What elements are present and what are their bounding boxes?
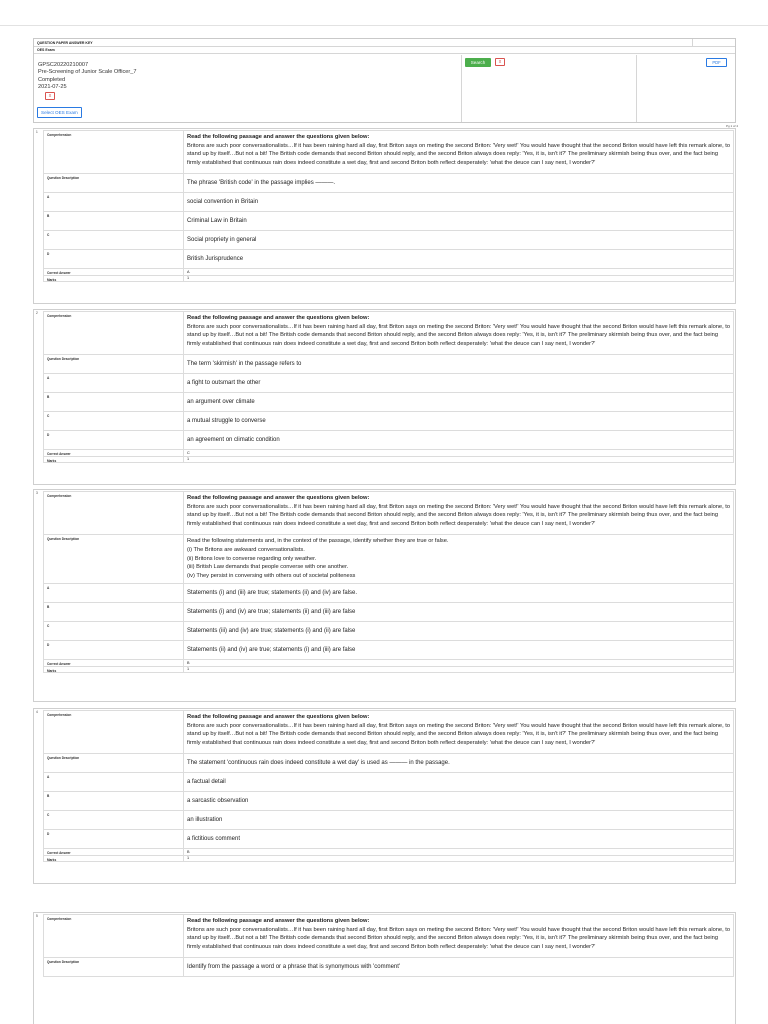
question-block xyxy=(33,128,736,304)
question-description: The term 'skirmish' in the passage refers to xyxy=(187,361,302,368)
passage-title: Read the following passage and answer the questions given below: xyxy=(187,315,370,321)
passage-title: Read the following passage and answer the questions given below: xyxy=(187,134,370,140)
option-key: B xyxy=(44,603,184,621)
option-text: British Jurisprudence xyxy=(187,256,244,263)
statement-item: (iv) They persist in conversing with others out of societal politeness xyxy=(187,572,356,579)
marks-label: Marks xyxy=(44,276,184,282)
option-key: A xyxy=(44,584,184,602)
passage xyxy=(184,492,733,534)
comprehension-row xyxy=(43,311,734,355)
marks-value: 1 xyxy=(187,276,190,281)
question-description-label: Question Description xyxy=(44,754,184,772)
option-key: C xyxy=(44,231,184,249)
question-description-label: Question Description xyxy=(44,174,184,192)
option-text: social convention in Britain xyxy=(187,199,259,206)
comprehension-row xyxy=(43,914,734,958)
option-key: B xyxy=(44,393,184,411)
export-panel xyxy=(637,55,735,122)
option-row xyxy=(43,772,734,792)
option-text: a sarcastic observation xyxy=(187,798,249,805)
select-exam-button[interactable]: Select OES Exam xyxy=(37,107,82,118)
question-number: 2 xyxy=(36,311,38,315)
marks-row xyxy=(43,855,734,863)
option-text: a fight to outsmart the other xyxy=(187,380,261,387)
comprehension-label: Comprehension xyxy=(44,131,184,173)
option-row xyxy=(43,249,734,269)
question-description: The statement 'continuous rain does indeed constitute a wet day' is used as ——— in the passage. xyxy=(187,760,450,767)
option-row xyxy=(43,211,734,231)
option-row xyxy=(43,230,734,250)
option-row xyxy=(43,791,734,811)
option-text: Statements (i) and (iv) are true; statements (ii) and (iii) are false xyxy=(187,609,356,616)
passage-title: Read the following passage and answer the questions given below: xyxy=(187,495,370,501)
option-row xyxy=(43,392,734,412)
exam-code: GPSC20220210007 xyxy=(38,62,89,68)
remove-exam-button[interactable]: x xyxy=(45,92,55,100)
comprehension-row xyxy=(43,491,734,535)
comprehension-label: Comprehension xyxy=(44,915,184,957)
marks-label: Marks xyxy=(44,856,184,862)
option-key: B xyxy=(44,212,184,230)
option-row xyxy=(43,583,734,603)
question-description xyxy=(184,535,733,583)
marks-row xyxy=(43,666,734,674)
question-number: 3 xyxy=(36,491,38,495)
correct-answer: C xyxy=(187,450,190,455)
option-key: C xyxy=(44,412,184,430)
pdf-button[interactable]: PDF xyxy=(706,58,727,67)
header-body xyxy=(34,55,735,122)
question-description-row xyxy=(43,173,734,193)
option-row xyxy=(43,810,734,830)
correct-answer: B xyxy=(187,660,190,665)
question-block xyxy=(33,708,736,884)
question-block xyxy=(33,912,736,1024)
page-count: Pg 1 of 4 xyxy=(725,124,738,128)
correct-answer-label: Correct Answer xyxy=(44,450,184,456)
option-text: a fictitious comment xyxy=(187,836,241,843)
correct-answer: A xyxy=(187,269,190,274)
option-key: D xyxy=(44,830,184,848)
marks-value: 1 xyxy=(187,856,190,861)
option-text: a factual detail xyxy=(187,779,226,786)
passage-text: Britons are such poor conversationalists…If it has been raining hard all day, first Briton says on meting the second Briton: 'Very wet!' You would have thought that the second Briton would have left this remark alone, to stand up by itself…But not a bit! The British code demands that second Briton should reply, and the second Briton always does reply: 'Yes, it is, isn't it?' The preliminary skirmish being thus over, and the fact being firmly established that continuous rain does indeed constitute a wet day, first and second Briton both reflect desperately: 'what the deuce can I say next, I wonder?' xyxy=(187,722,730,746)
exam-status: Completed xyxy=(38,76,66,83)
option-text: an argument over climate xyxy=(187,399,255,406)
comprehension-label: Comprehension xyxy=(44,312,184,354)
question-number: 1 xyxy=(36,130,38,134)
option-key: D xyxy=(44,250,184,268)
question-description-label: Question Description xyxy=(44,958,184,976)
clear-button[interactable]: x xyxy=(495,58,505,66)
exam-info-panel xyxy=(34,55,462,122)
option-key: A xyxy=(44,193,184,211)
option-row xyxy=(43,829,734,849)
option-text: Statements (i) and (iii) are true; statements (ii) and (iv) are false. xyxy=(187,590,358,597)
page-title: QUESTION PAPER ANSWER KEY xyxy=(34,39,735,47)
passage xyxy=(184,711,733,753)
question-number: 4 xyxy=(36,710,38,714)
option-text: an illustration xyxy=(187,817,223,824)
option-row xyxy=(43,621,734,641)
correct-answer: B xyxy=(187,849,190,854)
question-description-row xyxy=(43,534,734,584)
marks-value: 1 xyxy=(187,667,190,672)
passage xyxy=(184,312,733,354)
statement-intro: Read the following statements and, in the context of the passage, identify whether they are true or false. xyxy=(187,538,449,545)
question-description: Identify from the passage a word or a phrase that is synonymous with 'comment' xyxy=(187,964,401,971)
header-divider xyxy=(692,39,693,47)
answer-key-header xyxy=(33,38,736,123)
question-description-row xyxy=(43,957,734,977)
marks-row xyxy=(43,275,734,283)
exam-name: Pre-Screening of Junior Scale Officer_7 xyxy=(38,69,137,76)
passage-text: Britons are such poor conversationalists…If it has been raining hard all day, first Briton says on meting the second Briton: 'Very wet!' You would have thought that the second Briton would have left this remark alone, to stand up by itself…But not a bit! The British code demands that second Briton should reply, and the second Briton always does reply: 'Yes, it is, isn't it?' The preliminary skirmish being thus over, and the fact being firmly established that continuous rain does indeed constitute a wet day, first and second Briton both reflect desperately: 'what the deuce can I say next, I wonder?' xyxy=(187,926,730,950)
exam-date: 2021-07-25 xyxy=(38,84,67,91)
marks-row xyxy=(43,456,734,464)
option-row xyxy=(43,192,734,212)
marks-label: Marks xyxy=(44,667,184,673)
question-description-label: Question Description xyxy=(44,355,184,373)
question-description-label: Question Description xyxy=(44,535,184,583)
search-panel xyxy=(462,55,637,122)
correct-answer-label: Correct Answer xyxy=(44,849,184,855)
statement-item: (i) The Britons are awkward conversationalists. xyxy=(187,546,305,553)
option-key: D xyxy=(44,431,184,449)
comprehension-label: Comprehension xyxy=(44,492,184,534)
option-text: a mutual struggle to converse xyxy=(187,418,266,425)
option-text: Criminal Law in Britain xyxy=(187,218,247,225)
passage-title: Read the following passage and answer the questions given below: xyxy=(187,714,370,720)
option-text: Social propriety in general xyxy=(187,237,257,244)
passage-title: Read the following passage and answer the questions given below: xyxy=(187,918,370,924)
option-key: D xyxy=(44,641,184,659)
comprehension-row xyxy=(43,130,734,174)
correct-answer-label: Correct Answer xyxy=(44,660,184,666)
question-block xyxy=(33,309,736,485)
option-text: an agreement on climatic condition xyxy=(187,437,280,444)
passage-text: Britons are such poor conversationalists…If it has been raining hard all day, first Briton says on meting the second Briton: 'Very wet!' You would have thought that the second Briton would have left this remark alone, to stand up by itself…But not a bit! The British code demands that second Briton should reply, and the second Briton always does reply: 'Yes, it is, isn't it?' The preliminary skirmish being thus over, and the fact being firmly established that continuous rain does indeed constitute a wet day, first and second Briton both reflect desperately: 'what the deuce can I say next, I wonder?' xyxy=(187,142,730,166)
option-key: C xyxy=(44,811,184,829)
option-row xyxy=(43,430,734,450)
option-key: C xyxy=(44,622,184,640)
question-description-row xyxy=(43,753,734,773)
statement-item: (ii) Britons love to converse regarding only weather. xyxy=(187,555,317,562)
search-button[interactable]: Search xyxy=(465,58,491,67)
question-block xyxy=(33,489,736,702)
passage-text: Britons are such poor conversationalists…If it has been raining hard all day, first Briton says on meting the second Briton: 'Very wet!' You would have thought that the second Briton would have left this remark alone, to stand up by itself…But not a bit! The British code demands that second Briton should reply, and the second Briton always does reply: 'Yes, it is, isn't it?' The preliminary skirmish being thus over, and the fact being firmly established that continuous rain does indeed constitute a wet day, first and second Briton both reflect desperately: 'what the deuce can I say next, I wonder?' xyxy=(187,323,730,347)
option-key: A xyxy=(44,773,184,791)
marks-label: Marks xyxy=(44,457,184,463)
comprehension-label: Comprehension xyxy=(44,711,184,753)
option-key: A xyxy=(44,374,184,392)
option-row xyxy=(43,602,734,622)
option-row xyxy=(43,640,734,660)
marks-value: 1 xyxy=(187,457,190,462)
passage-text: Britons are such poor conversationalists…If it has been raining hard all day, first Briton says on meting the second Briton: 'Very wet!' You would have thought that the second Briton would have left this remark alone, to stand up by itself…But not a bit! The British code demands that second Briton should reply, and the second Briton always does reply: 'Yes, it is, isn't it?' The preliminary skirmish being thus over, and the fact being firmly established that continuous rain does indeed constitute a wet day, first and second Briton both reflect desperately: 'what the deuce can I say next, I wonder?' xyxy=(187,503,730,527)
correct-answer-label: Correct Answer xyxy=(44,269,184,275)
question-number: 5 xyxy=(36,914,38,918)
option-row xyxy=(43,411,734,431)
statement-item: (iii) British Law demands that people converse with one another. xyxy=(187,564,349,571)
option-text: Statements (iii) and (iv) are true; statements (i) and (ii) are false xyxy=(187,628,356,635)
question-description-row xyxy=(43,354,734,374)
option-key: B xyxy=(44,792,184,810)
option-text: Statements (ii) and (iv) are true; statements (i) and (iii) are false xyxy=(187,647,356,654)
passage xyxy=(184,915,733,957)
top-divider xyxy=(0,25,768,26)
option-row xyxy=(43,373,734,393)
passage xyxy=(184,131,733,173)
question-description: The phrase 'British code' in the passage implies ———. xyxy=(187,180,336,187)
comprehension-row xyxy=(43,710,734,754)
exam-type-label: OES Exam xyxy=(34,47,735,54)
